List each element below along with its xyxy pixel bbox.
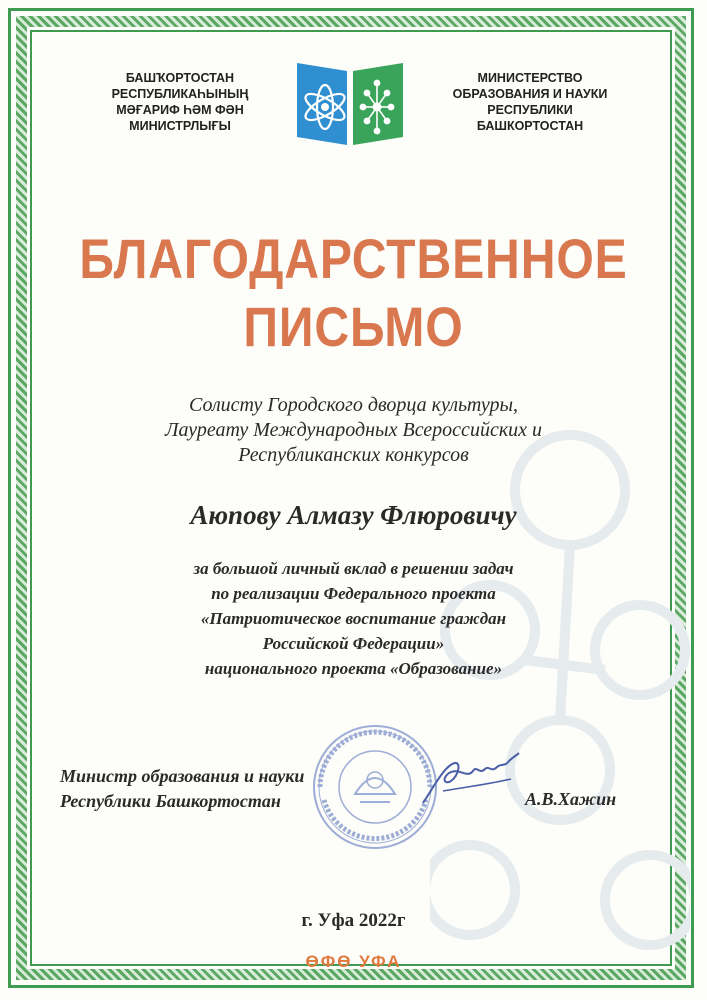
reason-line: «Патриотическое воспитание граждан xyxy=(200,609,507,628)
recipient-description xyxy=(0,393,707,468)
position-line: Республики Башкортостан xyxy=(60,791,281,811)
header-bashkir-ministry xyxy=(70,70,290,134)
signer-name: А.В.Хажин xyxy=(525,789,617,809)
signer-position xyxy=(60,764,304,814)
reason-line: Российской Федерации» xyxy=(262,634,445,653)
header-right-line: ОБРАЗОВАНИЯ И НАУКИ xyxy=(452,87,608,101)
reason-line: за большой личный вклад в решении задач xyxy=(193,559,514,578)
header-russian-ministry xyxy=(420,70,640,134)
footer-city-word: ӨФӨ УФА xyxy=(305,952,402,971)
ministry-logo-icon xyxy=(291,55,409,151)
header-left-line: БАШҠОРТОСТАН xyxy=(125,71,235,85)
recipient-line: Лауреату Международных Всероссийских и xyxy=(164,419,543,441)
recipient-line: Республиканских конкурсов xyxy=(238,444,469,466)
reason-line: национального проекта «Образование» xyxy=(204,659,503,678)
city-and-year: г. Уфа 2022г xyxy=(301,910,406,931)
recipient-name: Аюпову Алмазу Флюровичу xyxy=(190,500,517,530)
award-reason xyxy=(0,556,707,681)
handwritten-signature xyxy=(415,745,525,815)
document-title-line-1: БЛАГОДАРСТВЕННОЕ xyxy=(79,227,628,290)
header-right-line: МИНИСТЕРСТВО xyxy=(477,71,583,85)
reason-line: по реализации Федерального проекта xyxy=(211,584,496,603)
position-line: Министр образования и науки xyxy=(60,766,305,786)
recipient-line: Солисту Городского дворца культуры, xyxy=(188,394,518,416)
header-right-line: БАШКОРТОСТАН xyxy=(476,119,584,133)
document-title-line-2: ПИСЬМО xyxy=(243,295,464,358)
header-left-line: МИНИСТРЛЫҒЫ xyxy=(129,119,231,133)
header-left-line: МӘҒАРИФ ҺӘМ ФӘН xyxy=(116,103,244,117)
header-left-line: РЕСПУБЛИКАҺЫНЫҢ xyxy=(111,87,249,101)
header-right-line: РЕСПУБЛИКИ xyxy=(487,103,573,117)
